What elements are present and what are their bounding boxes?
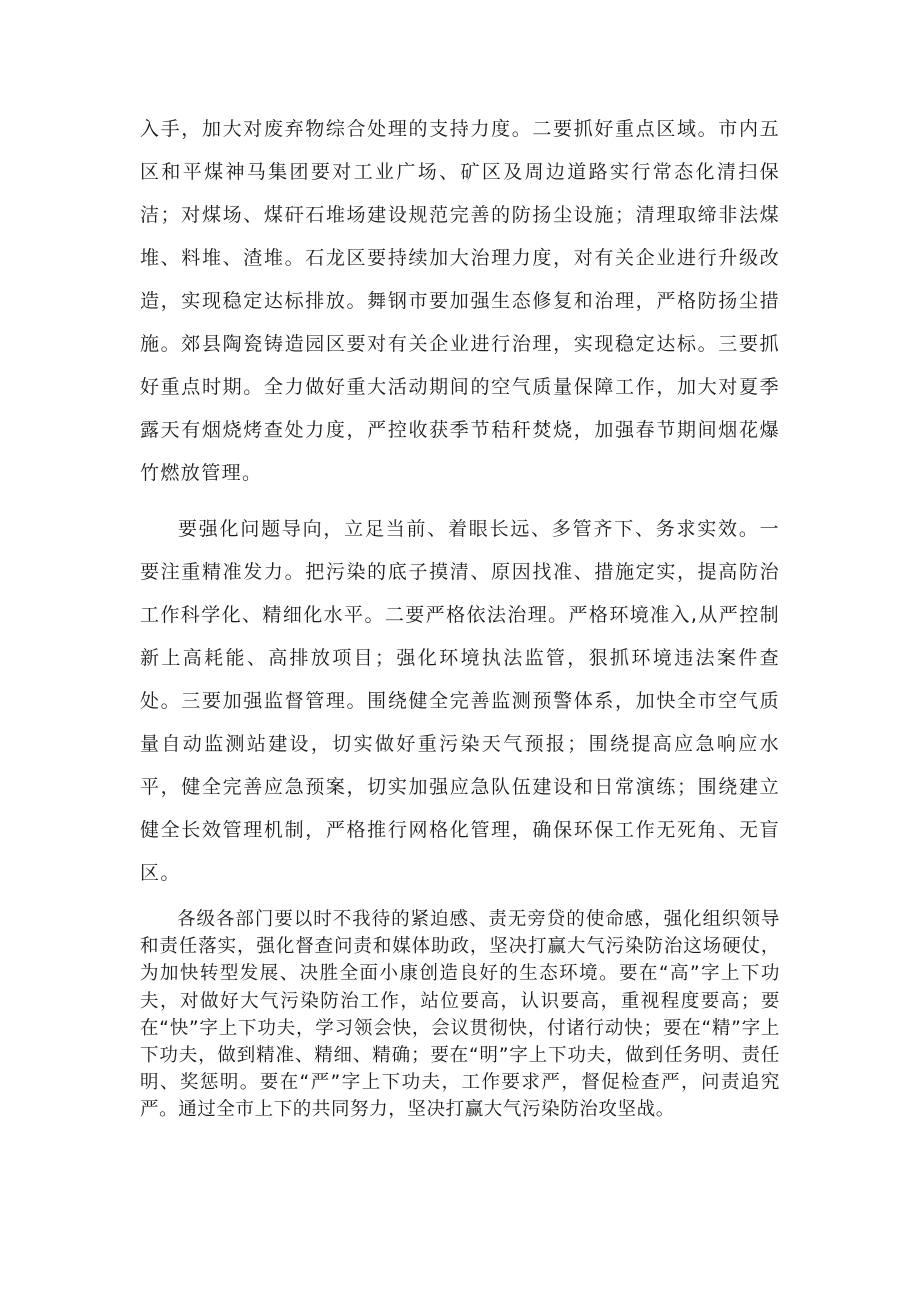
paragraph-conclusion: 各级各部门要以时不我待的紧迫感、责无旁贷的使命感，强化组织领导和责任落实，强化督查问责和媒体助政，坚决打赢大气污染防治这场硬仗，为加快转型发展、决胜全面小康创造良好的生态环境。要在“高”字上下功夫，对做好大气污染防治工作，站位要高，认识要高，重视程度要高；要在“快”字上下功夫，学习领会快，会议贯彻快，付诸行动快；要在“精”字上下功夫，做到精准、精细、精确；要在“明”字上下功夫，做到任务明、责任明、奖惩明。要在“严”字上下功夫，工作要求严，督促检查严，问责追究严。通过全市上下的共同努力，坚决打赢大气污染防治攻坚战。 [140,909,780,1121]
paragraph-continuation: 入手，加大对废弃物综合处理的支持力度。二要抓好重点区域。市内五区和平煤神马集团要对工业广场、矿区及周边道路实行常态化清扫保洁；对煤场、煤矸石堆场建设规范完善的防扬尘设施；清理取缔非法煤堆、料堆、渣堆。石龙区要持续加大治理力度，对有关企业进行升级改造，实现稳定达标排放。舞钢市要加强生态修复和治理，严格防扬尘措施。郊县陶瓷铸造园区要对有关企业进行治理，实现稳定达标。三要抓好重点时期。全力做好重大活动期间的空气质量保障工作，加大对夏季露天有烟烧烤查处力度，严控收获季节秸秆焚烧，加强春节期间烟花爆竹燃放管理。 [140,118,780,484]
paragraph-problem-orientation: 要强化问题导向，立足当前、着眼长远、多管齐下、务求实效。一要注重精准发力。把污染的底子摸清、原因找准、措施定实，提高防治工作科学化、精细化水平。二要严格依法治理。严格环境准入,从严控制新上高耗能、高排放项目；强化环境执法监管，狠抓环境违法案件查处。三要加强监督管理。围绕健全完善监测预警体系，加快全市空气质量自动监测站建设，切实做好重污染天气预报；围绕提高应急响应水平，健全完善应急预案，切实加强应急队伍建设和日常演练；围绕建立健全长效管理机制，严格推行网格化管理，确保环保工作无死角、无盲区。 [140,518,780,884]
